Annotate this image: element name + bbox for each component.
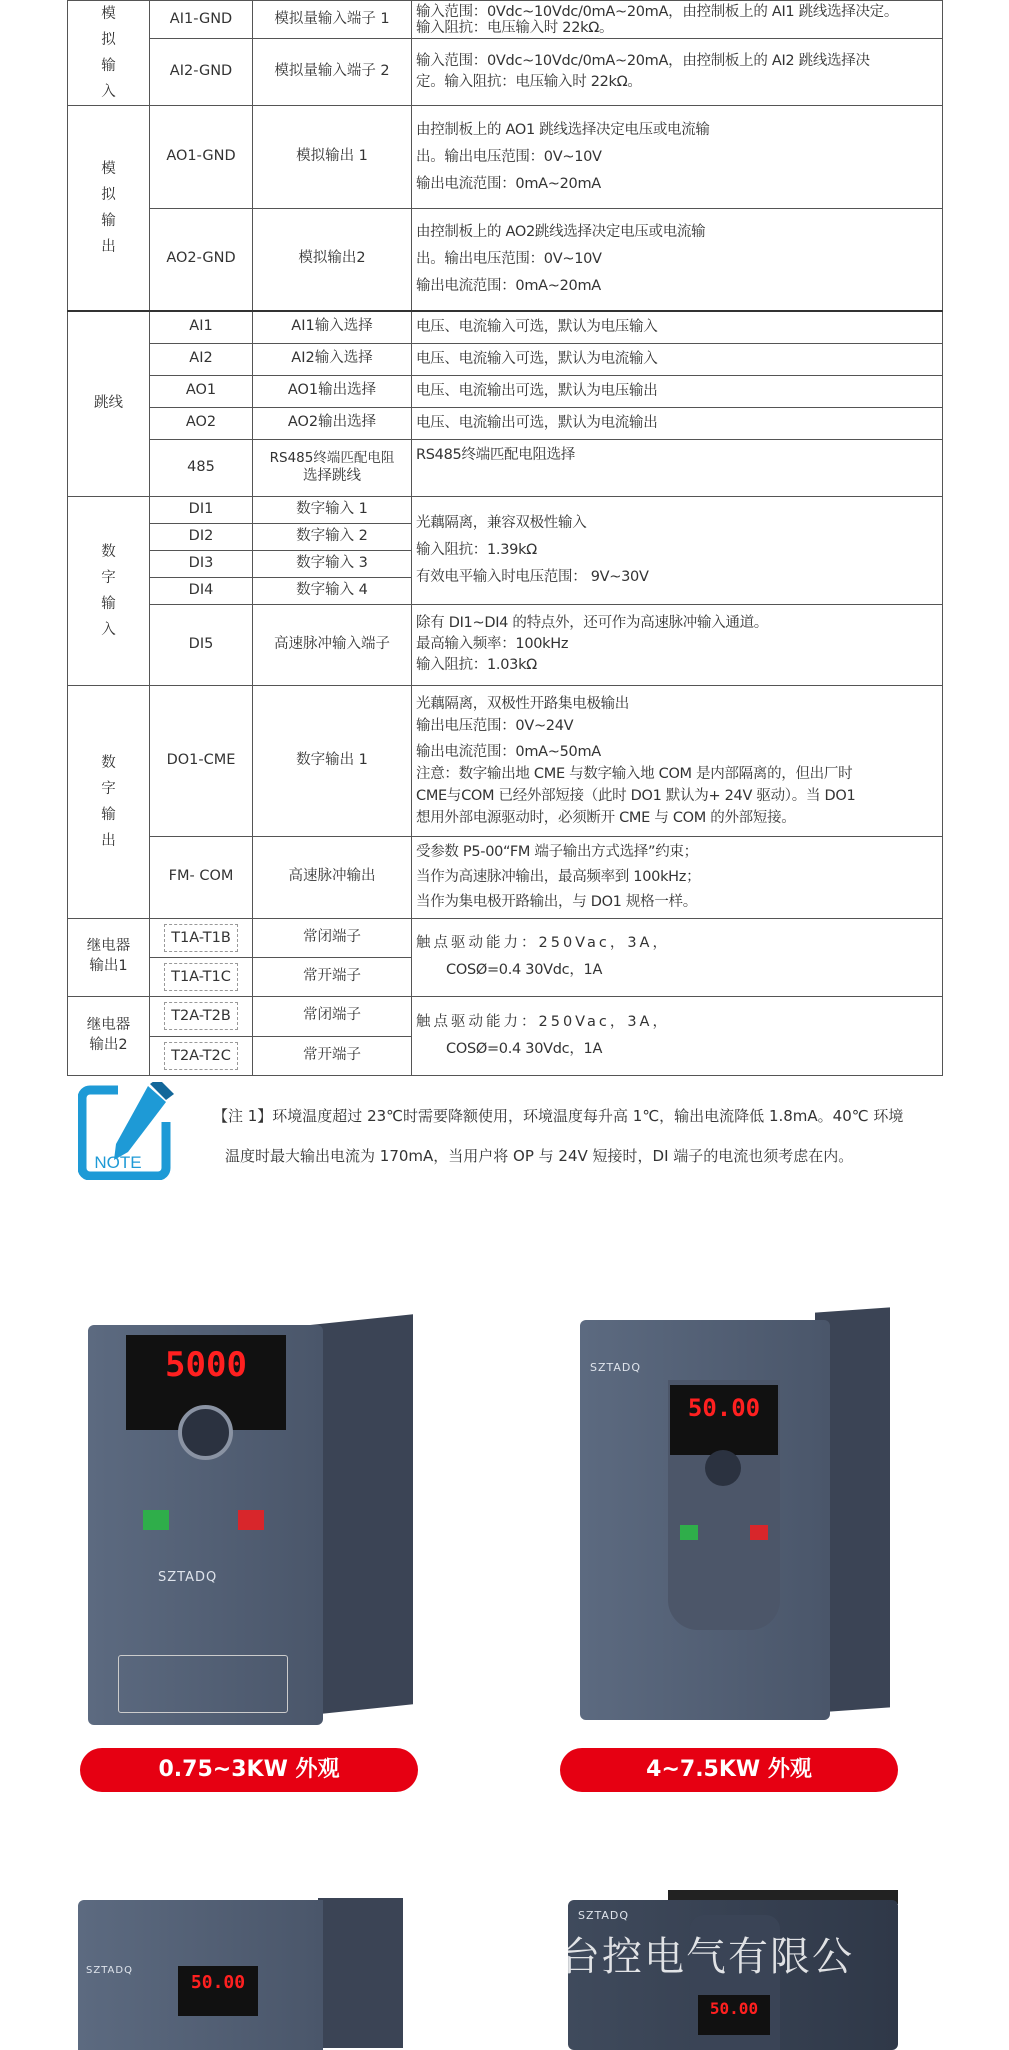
terminal-cell: AO1 [150, 375, 253, 407]
table-row [68, 106, 943, 209]
product-image-small: 5000 SZTADQ [88, 1305, 418, 1725]
product-image-xlarge: SZTADQ 50.00 [568, 1890, 903, 2048]
led-display: 50.00 [178, 1966, 258, 2016]
function-cell: 常闭端子 [253, 996, 412, 1036]
function-cell: 常开端子 [253, 957, 412, 996]
table-row [68, 1, 943, 39]
description-cell: 由控制板上的 AO2跳线选择决定电压或电流输 出。输出电压范围：0V~10V 输出电流范围：0mA~20mA [412, 209, 943, 311]
terminal-cell: DI2 [150, 523, 253, 550]
terminal-cell: 485 [150, 439, 253, 496]
stop-button-icon [750, 1525, 768, 1540]
terminal-cell: DI3 [150, 550, 253, 577]
table-row [68, 343, 943, 375]
description-cell: 电压、电流输出可选，默认为电压输出 [412, 375, 943, 407]
terminal-cell: DO1-CME [150, 685, 253, 836]
svg-text:NOTE: NOTE [94, 1153, 142, 1172]
run-button-icon [680, 1525, 698, 1540]
led-display: 50.00 [698, 1995, 770, 2035]
function-cell: AI1输入选择 [253, 311, 412, 344]
function-cell: 数字输入 2 [253, 523, 412, 550]
watermark: 台控电气有限公 [560, 1934, 854, 1980]
function-cell: 数字输出 1 [253, 685, 412, 836]
table-row [68, 209, 943, 311]
group-jumper: 跳线 [68, 311, 150, 497]
terminal-cell: AI1-GND [150, 1, 253, 39]
description-cell: 除有 DI1~DI4 的特点外，还可作为高速脉冲输入通道。 最高输入频率：100kHz 输入阻抗：1.03kΩ [412, 604, 943, 685]
terminal-cell: AI2 [150, 343, 253, 375]
dial-knob-icon [178, 1405, 233, 1460]
table-row [68, 604, 943, 685]
product-image-medium: SZTADQ 50.00 [580, 1300, 900, 1730]
group-digital-input: 数 字 输 入 [68, 496, 150, 685]
description-cell: 输入范围：0Vdc~10Vdc/0mA~20mA，由控制板上的 AI2 跳线选择决 定。输入阻抗：电压输入时 22kΩ。 [412, 39, 943, 106]
terminal-cell: DI1 [150, 496, 253, 523]
terminal-cell: T2A-T2B [150, 996, 253, 1036]
function-cell: 高速脉冲输入端子 [253, 604, 412, 685]
led-display: 5000 [126, 1335, 286, 1430]
table-row [68, 918, 943, 957]
terminal-cell: DI4 [150, 577, 253, 604]
terminal-cell: AO1-GND [150, 106, 253, 209]
group-analog-output: 模 拟 输 出 [68, 106, 150, 311]
table-row [68, 375, 943, 407]
function-cell: 模拟量输入端子 2 [253, 39, 412, 106]
terminal-cell: T1A-T1B [150, 918, 253, 957]
function-cell: 数字输入 3 [253, 550, 412, 577]
description-cell: 光藕隔离，双极性开路集电极输出 输出电压范围：0V~24V 输出电流范围：0mA~50mA 注意：数字输出地 CME 与数字输入地 COM 是内部隔离的，但出厂时 CME与COM 已经外部短接（此时 DO1 默认为+ 24V 驱动）。当 DO1 想用外部电源驱动时，必须断开 CME 与 COM 的外部短接。 [412, 685, 943, 836]
function-cell: 数字输入 4 [253, 577, 412, 604]
group-digital-output: 数 字 输 出 [68, 685, 150, 918]
terminal-cell: T2A-T2C [150, 1036, 253, 1075]
table-row [68, 39, 943, 106]
function-cell: 常开端子 [253, 1036, 412, 1075]
table-row [68, 836, 943, 918]
function-cell: AO1输出选择 [253, 375, 412, 407]
product-label-0.75-3kw: 0.75~3KW 外观 [80, 1748, 418, 1792]
description-cell: 电压、电流输入可选，默认为电压输入 [412, 311, 943, 344]
led-display: 50.00 [670, 1385, 778, 1455]
group-relay-1: 继电器 输出1 [68, 918, 150, 996]
caution-label [118, 1655, 288, 1713]
run-button-icon [143, 1510, 169, 1530]
terminal-cell: AO2 [150, 407, 253, 439]
product-image-large: SZTADQ 50.00 [78, 1898, 408, 2048]
table-row [68, 439, 943, 496]
function-cell: 模拟输出 1 [253, 106, 412, 209]
description-cell: 电压、电流输出可选，默认为电流输出 [412, 407, 943, 439]
function-cell: 模拟量输入端子 1 [253, 1, 412, 39]
table-row [68, 685, 943, 836]
terminal-cell: DI5 [150, 604, 253, 685]
table-row [68, 311, 943, 344]
table-row [68, 496, 943, 523]
function-cell: 数字输入 1 [253, 496, 412, 523]
description-cell: 触点驱动能力：250Vac，3A， COSØ=0.4 30Vdc，1A [412, 996, 943, 1075]
function-cell: AO2输出选择 [253, 407, 412, 439]
description-cell: 受参数 P5-00“FM 端子输出方式选择”约束； 当作为高速脉冲输出，最高频率到 100kHz； 当作为集电极开路输出，与 DO1 规格一样。 [412, 836, 943, 918]
function-cell: 模拟输出2 [253, 209, 412, 311]
group-relay-2: 继电器 输出2 [68, 996, 150, 1075]
terminal-cell: AI1 [150, 311, 253, 344]
product-label-4-7.5kw: 4~7.5KW 外观 [560, 1748, 898, 1792]
group-analog-input: 模 拟 输 入 [68, 1, 150, 106]
table-row [68, 407, 943, 439]
terminal-cell: T1A-T1C [150, 957, 253, 996]
description-cell: RS485终端匹配电阻选择 [412, 439, 943, 496]
description-cell: 由控制板上的 AO1 跳线选择决定电压或电流输 出。输出电压范围：0V~10V 输出电流范围：0mA~20mA [412, 106, 943, 209]
description-cell: 输入范围：0Vdc~10Vdc/0mA~20mA，由控制板上的 AI1 跳线选择决定。 输入阻抗：电压输入时 22kΩ。 [412, 1, 943, 39]
description-cell: 触点驱动能力：250Vac，3A， COSØ=0.4 30Vdc，1A [412, 918, 943, 996]
function-cell: 常闭端子 [253, 918, 412, 957]
description-cell: 光藕隔离，兼容双极性输入 输入阻抗：1.39kΩ 有效电平输入时电压范围： 9V~30V [412, 496, 943, 604]
function-cell: AI2输入选择 [253, 343, 412, 375]
terminal-cell: AO2-GND [150, 209, 253, 311]
description-cell: 电压、电流输入可选，默认为电流输入 [412, 343, 943, 375]
table-row [68, 996, 943, 1036]
function-cell: RS485终端匹配电阻 选择跳线 [253, 439, 412, 496]
terminal-cell: FM- COM [150, 836, 253, 918]
terminal-cell: AI2-GND [150, 39, 253, 106]
terminal-spec-table [67, 0, 943, 1076]
note-pencil-icon [78, 1082, 176, 1180]
note-text: 【注 1】环境温度超过 23℃时需要降额使用，环境温度每升高 1℃，输出电流降低 1.8mA。40℃ 环境 温度时最大输出电流为 170mA，当用户将 OP 与 24V 短接时，DI 端子的电流也须考虑在内。 [213, 1107, 904, 1165]
stop-button-icon [238, 1510, 264, 1530]
function-cell: 高速脉冲输出 [253, 836, 412, 918]
dial-knob-icon [705, 1450, 741, 1486]
